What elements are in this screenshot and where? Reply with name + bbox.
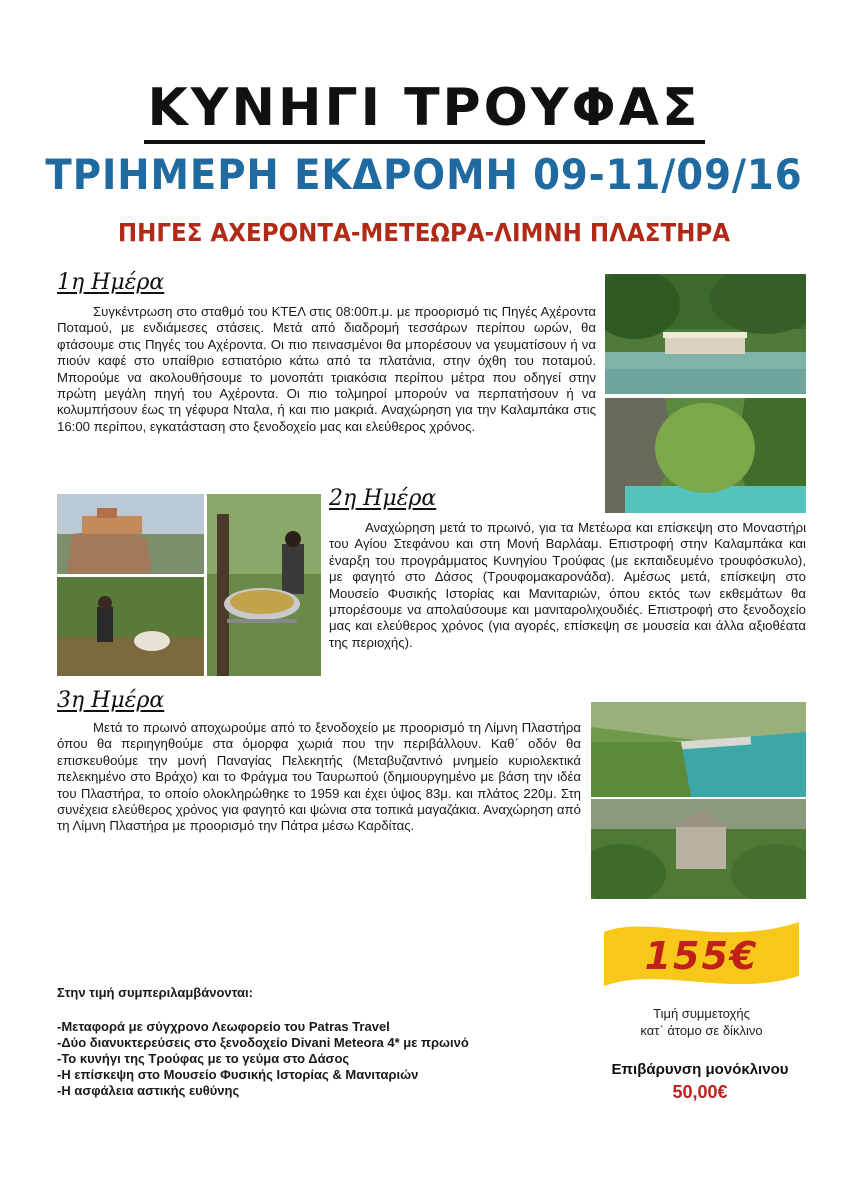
list-item: -Δύο διανυκτερεύσεις στο ξενοδοχείο Divani Meteora 4* με πρωινό [57, 1035, 469, 1050]
day3-heading: 3η Ημέρα [57, 688, 165, 713]
included-list [57, 1019, 577, 1099]
price-note-line1: Τιμή συμμετοχής [653, 1006, 750, 1021]
meteora-monastery-photo [57, 494, 204, 574]
truffle-cooking-photo [207, 494, 321, 676]
price-banner [600, 918, 803, 990]
surcharge-label: Επιβάρυνση μονόκλινου [611, 1061, 789, 1078]
acheron-river-photo [605, 398, 806, 513]
day3-text: Μετά το πρωινό αποχωρούμε από το ξενοδοχείο με προορισμό τη Λίμνη Πλαστήρα όπου θα περιηγηθούμε στα όμορφα χωριά που την περιβάλλουν. Καθ΄ οδόν θα επισκευθούμε την μονή Παναγίας Πελεκητής (Μεταβυζαντινό μνημείο κυριολεκτικά πελεκημένο στο Βράχο) και το Φράγμα του Ταυρωπού (δημιουργημένο με βάση την ιδέα του Πλαστήρα, το οποίο ολοκληρώθηκε το 1959 και έχει ύψος 83μ. και πλάτος 220μ. Στη συνέχεια ελεύθερος χρόνος για φαγητό και ψώνια στα τοπικά μαγαζάκια. Αναχώρηση από τη Λίμνη Πλαστήρα με προορισμό την Πάτρα μέσω Καρδίτας. [57, 720, 581, 834]
surcharge-value: 50,00€ [672, 1082, 728, 1102]
list-item: -Η ασφάλεια αστικής ευθύνης [57, 1083, 240, 1098]
page-title: ΚΥΝΗΓΙ ΤΡΟΥΦΑΣ [0, 78, 848, 138]
included-title: Στην τιμή συμπεριλαμβάνονται: [57, 985, 253, 1000]
trip-subtitle: ΤΡΙΗΜΕΡΗ ΕΚΔΡΟΜΗ 09-11/09/16 [45, 150, 803, 199]
day1-heading: 1η Ημέρα [57, 270, 165, 295]
list-item: -Η επίσκεψη στο Μουσείο Φυσικής Ιστορίας & Μανιταριών [57, 1067, 419, 1082]
price-amount: 155€ [644, 934, 759, 978]
acheron-restaurant-photo [605, 274, 806, 394]
route-title: ΠΗΓΕΣ ΑΧΕΡΟΝΤΑ-ΜΕΤΕΩΡΑ-ΛΙΜΝΗ ΠΛΑΣΤΗΡΑ [117, 218, 731, 247]
day2-heading: 2η Ημέρα [329, 486, 437, 511]
pelekiti-monastery-photo [591, 799, 806, 899]
list-item: -Μεταφορά με σύγχρονο Λεωφορείο του Patras Travel [57, 1019, 390, 1034]
list-item: -Το κυνήγι της Τρούφας με το γεύμα στο Δάσος [57, 1051, 350, 1066]
price-note-line2: κατ΄ άτομο σε δίκλινο [640, 1023, 763, 1038]
plastiras-dam-photo [591, 702, 806, 797]
truffle-dog-photo [57, 577, 204, 676]
day1-text: Συγκέντρωση στο σταθμό του ΚΤΕΛ στις 08:00π.μ. με προορισμό τις Πηγές Αχέροντα Ποταμού, με ενδιάμεσες στάσεις. Μετά από διαδρομή τεσσάρων περίπου ωρών, θα φτάσουμε στις Πηγές του Αχέροντα. Οι πιο πεινασμένοι θα μπορέσουν να γευματίσουν ή να πιούν καφέ στο υπαίθριο εστιατόριο κάτω από τα πλατάνια, στην όχθη του ποταμού. Μπορούμε να ακολουθήσουμε το μονοπάτι τριακόσια περίπου μέτρα που οδηγεί στην πρώτη μεγάλη πηγή του Αχέροντα. Οι πιο τολμηροί μπορούν να περπατήσουν ή να κολυμπήσουν έως τη γέφυρα Νταλα, ή και πιο μακριά. Αναχώρηση για την Καλαμπάκα στις 16:00 περίπου, εγκατάσταση στο ξενοδοχείο μας και ελεύθερος χρόνος. [57, 304, 596, 434]
day2-text: Αναχώρηση μετά το πρωινό, για τα Μετέωρα και επίσκεψη στο Μοναστήρι του Αγίου Στεφάνου και στη Μονή Βαρλάαμ. Επιστροφή στην Καλαμπάκα και έναρξη του προγράμματος Κυνηγίου Τρούφας (με εκπαιδευμένο τρουφόσκυλο), με φαγητό στο Δάσος (Τρουφομακαρονάδα). Αμέσως μετά, επίσκεψη στο Μουσείο Φυσικής Ιστορίας και Μανιταριών, όπου εκτός των εκθεμάτων θα μπορέσουμε να απολαύσουμε και μανιταρολιχουδιές. Επιστροφή στο ξενοδοχείο μας και ελεύθερος χρόνος (για αγορές, επίσκεψη σε μουσεία και άλλα αξιοθέατα της περιοχής). [329, 520, 806, 650]
